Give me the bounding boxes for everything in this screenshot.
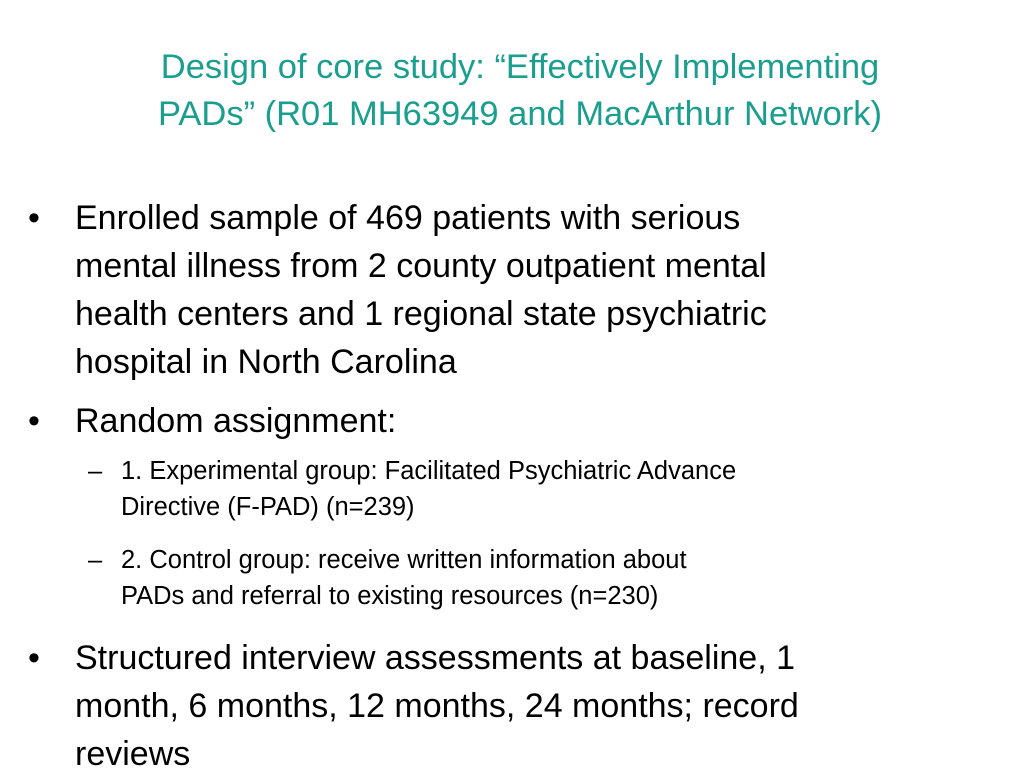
bullet-line: Random assignment: [75, 402, 397, 440]
bullet-line: health centers and 1 regional state psychiatric [75, 295, 767, 333]
sub-bullet-line: 1. Experimental group: Facilitated Psychiatric Advance [121, 457, 737, 485]
bullet-line: month, 6 months, 12 months, 24 months; record [75, 687, 799, 725]
bullet-marker: • [28, 199, 40, 237]
bullet-text [75, 194, 767, 386]
slide-title [60, 44, 980, 138]
bullet-line: hospital in North Carolina [75, 343, 457, 381]
bullet-marker: • [28, 402, 40, 440]
bullet-line: mental illness from 2 county outpatient mental [75, 247, 767, 285]
bullet-line: Enrolled sample of 469 patients with serious [75, 199, 741, 237]
sub-bullet-line: PADs and referral to existing resources (n=230) [121, 582, 659, 610]
sub-bullet-text [121, 453, 736, 525]
sub-bullet-line: Directive (F-PAD) (n=239) [121, 493, 415, 521]
bullet-line: Structured interview assessments at baseline, 1 [75, 639, 796, 677]
title-line: PADs” (R01 MH63949 and MacArthur Network) [157, 95, 883, 133]
bullet-text [75, 634, 799, 768]
dash-marker: – [88, 457, 103, 485]
bullet-line: reviews [75, 735, 191, 768]
title-line: Design of core study: “Effectively Implementing [160, 48, 880, 86]
sub-bullet-text [121, 542, 687, 614]
bullet-text [75, 397, 396, 445]
bullet-marker: • [28, 639, 40, 677]
sub-bullet-line: 2. Control group: receive written information about [121, 546, 687, 574]
dash-marker: – [88, 546, 103, 574]
